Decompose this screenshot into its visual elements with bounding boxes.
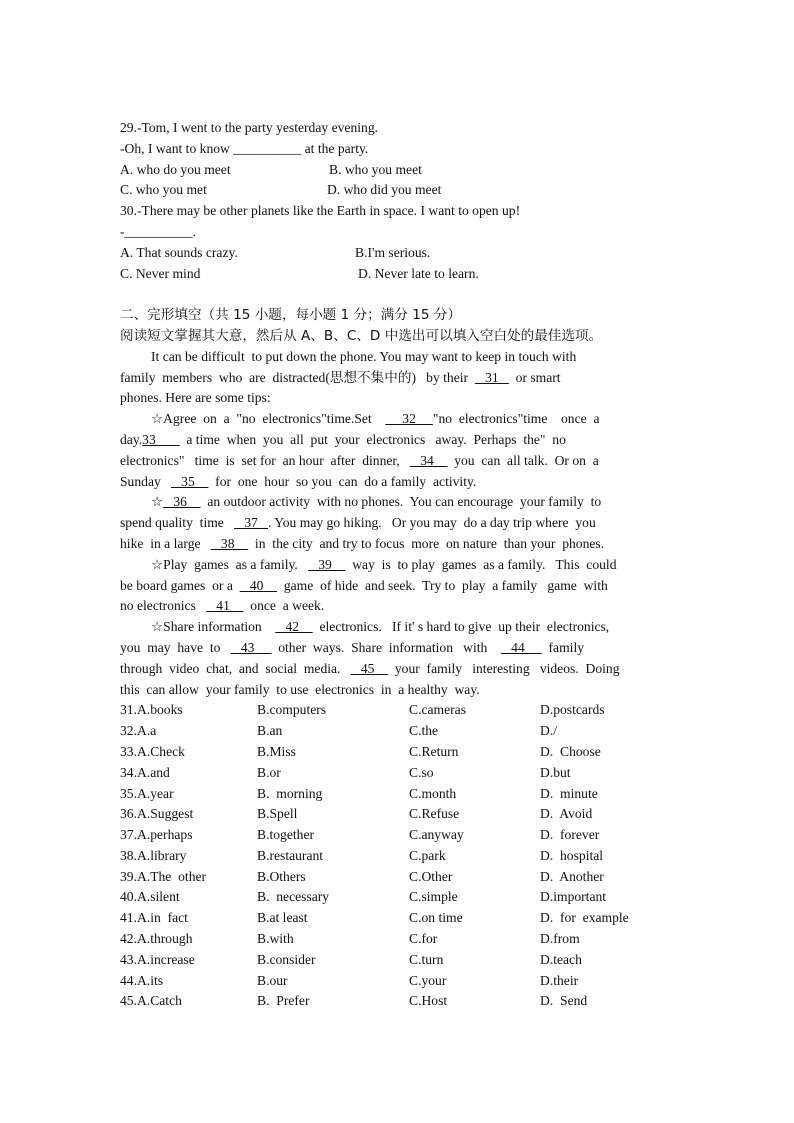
option-d: D.from — [540, 931, 580, 947]
option-d: D. forever — [540, 827, 600, 843]
q29-line2-post: at the party. — [301, 140, 369, 156]
text: a time when you all put your electronics away. Perhaps the" no — [179, 431, 566, 447]
blank-39: 39 — [308, 556, 346, 572]
option-a: 36.A.Suggest — [120, 806, 194, 822]
option-d: D. Choose — [540, 743, 601, 759]
option-a: 45.A.Catch — [120, 993, 182, 1009]
blank-40: 40 — [239, 577, 278, 593]
option-c: C.simple — [409, 889, 458, 905]
q29-option-c: C. who you met — [120, 182, 207, 198]
q29-line2-pre: -Oh, I want to know — [120, 140, 234, 156]
option-b: B. Prefer — [257, 993, 310, 1009]
option-row — [120, 867, 676, 888]
option-a: 35.A.year — [120, 785, 174, 801]
text: "no electronics"time once a — [432, 411, 600, 427]
option-b: B.consider — [257, 951, 316, 967]
q30-option-a: A. That sounds crazy. — [120, 244, 238, 260]
document-page — [120, 118, 676, 1012]
passage-line — [120, 472, 676, 493]
blank-33: 33 — [142, 431, 180, 447]
option-row — [120, 804, 676, 825]
passage-line — [120, 451, 676, 472]
option-row — [120, 846, 676, 867]
blank-32: 32 — [385, 411, 433, 427]
option-d: D.teach — [540, 951, 582, 967]
section-instruction: 阅读短文掌握其大意，然后从 A、B、C、D 中选出可以填入空白处的最佳选项。 — [120, 327, 603, 344]
option-b: B.with — [257, 931, 294, 947]
question-29-line2 — [120, 139, 676, 160]
text: family members who are distracted( — [120, 369, 330, 385]
blank-38: 38 — [210, 535, 249, 551]
passage-line: this can allow your family to use electronics in a healthy way. — [120, 681, 480, 697]
text: Sunday — [120, 473, 171, 489]
option-row — [120, 742, 676, 763]
text: other ways. Share information with — [271, 639, 501, 655]
passage-line — [120, 368, 676, 389]
option-d: D.important — [540, 889, 607, 905]
option-b: B. morning — [257, 785, 323, 801]
option-c: C.Return — [409, 743, 459, 759]
text: ☆ — [151, 494, 164, 510]
option-b: B. necessary — [257, 889, 330, 905]
text: electronics" time is set for an hour after dinner, — [120, 452, 411, 468]
q29-option-a: A. who do you meet — [120, 161, 231, 177]
option-d: D. Avoid — [540, 806, 593, 822]
option-b: B.Spell — [257, 806, 298, 822]
option-a: 43.A.increase — [120, 951, 195, 967]
text: ☆Share information — [151, 619, 276, 635]
blank-37: 37 — [234, 515, 269, 531]
text: day. — [120, 431, 143, 447]
passage-line — [120, 617, 676, 638]
text: game of hide and seek. Try to play a family game with — [277, 577, 608, 593]
text: . You may go hiking. Or you may do a day trip where you — [268, 515, 596, 531]
option-row — [120, 950, 676, 971]
option-c: C.Host — [409, 993, 448, 1009]
passage-line — [120, 555, 676, 576]
q29-option-b: B. who you meet — [329, 161, 422, 177]
option-a: 37.A.perhaps — [120, 827, 193, 843]
option-a: 34.A.and — [120, 764, 170, 780]
text: ☆Play games as a family. — [151, 556, 309, 572]
option-row — [120, 887, 676, 908]
text: in the city and try to focus more on nature than your phones. — [248, 535, 605, 551]
section-heading: 二、完形填空（共 15 小题，每小题 1 分；满分 15 分） — [120, 307, 462, 324]
text: once a week. — [243, 598, 325, 614]
option-row — [120, 971, 676, 992]
option-a: 41.A.in fact — [120, 910, 188, 926]
text: you can all talk. Or on a — [447, 452, 599, 468]
question-30-options-cd — [120, 264, 676, 285]
blank-35: 35 — [170, 473, 209, 489]
option-b: B.Others — [257, 868, 306, 884]
text: hike in a large — [120, 535, 211, 551]
option-row — [120, 825, 676, 846]
option-c: C.so — [409, 764, 434, 780]
option-d: D. hospital — [540, 847, 604, 863]
question-30-stem: 30.-There may be other planets like the Earth in space. I want to open up! — [120, 203, 521, 219]
passage-line — [120, 534, 676, 555]
question-29-stem: 29.-Tom, I went to the party yesterday evening. — [120, 120, 379, 135]
text: spend quality time — [120, 515, 235, 531]
blank-31: 31 — [474, 369, 509, 385]
passage-line — [120, 596, 676, 617]
text: be board games or a — [120, 577, 240, 593]
option-c: C.for — [409, 931, 438, 947]
text: way is to play games as a family. This could — [345, 556, 617, 572]
question-30-line2: -__________. — [120, 223, 196, 239]
option-c: C.cameras — [409, 702, 466, 718]
option-a: 32.A.a — [120, 723, 157, 739]
chinese-gloss: 思想不集中的 — [329, 369, 412, 386]
text: no electronics — [120, 598, 207, 614]
option-a: 38.A.library — [120, 847, 187, 863]
option-c: C.anyway — [409, 827, 464, 843]
option-d: D.postcards — [540, 702, 605, 718]
option-row — [120, 784, 676, 805]
passage-line: It can be difficult to put down the phone. You may want to keep in touch with — [151, 348, 577, 364]
passage-line — [120, 430, 676, 451]
option-c: C.month — [409, 785, 457, 801]
q30-option-b: B.I'm serious. — [355, 244, 431, 260]
option-c: C.on time — [409, 910, 463, 926]
option-b: B.our — [257, 972, 288, 988]
option-c: C.Other — [409, 868, 453, 884]
option-c: C.turn — [409, 951, 444, 967]
option-c: C.Refuse — [409, 806, 460, 822]
option-b: B.restaurant — [257, 847, 324, 863]
passage-line — [120, 409, 676, 430]
text: electronics. If it' s hard to give up their electronics, — [312, 619, 610, 635]
text: through video chat, and social media. — [120, 660, 351, 676]
passage-line — [120, 659, 676, 680]
passage-line — [120, 492, 676, 513]
passage-line: phones. Here are some tips: — [120, 390, 271, 406]
text: an outdoor activity with no phones. You can encourage your family to — [200, 494, 602, 510]
q30-option-c: C. Never mind — [120, 265, 201, 281]
text: family — [541, 639, 585, 655]
passage-line — [120, 576, 676, 597]
text: you may have to — [120, 639, 231, 655]
option-row — [120, 929, 676, 950]
options-list — [120, 700, 676, 1012]
text: or smart — [508, 369, 561, 385]
option-a: 33.A.Check — [120, 743, 185, 759]
option-b: B.together — [257, 827, 315, 843]
option-b: B.Miss — [257, 743, 296, 759]
option-row — [120, 700, 676, 721]
option-a: 40.A.silent — [120, 889, 180, 905]
option-c: C.park — [409, 847, 446, 863]
question-30-options-ab — [120, 243, 676, 264]
blank-43: 43 — [230, 639, 272, 655]
blank-36: 36 — [163, 494, 201, 510]
option-a: 39.A.The other — [120, 868, 207, 884]
option-b: B.at least — [257, 910, 308, 926]
option-d: D. for example — [540, 910, 629, 926]
option-a: 31.A.books — [120, 702, 183, 718]
option-row — [120, 991, 676, 1012]
q29-blank: __________ — [233, 140, 302, 156]
text: ☆Agree on a "no electronics"time.Set — [151, 411, 386, 427]
blank-45: 45 — [350, 660, 389, 676]
blank-44: 44 — [500, 639, 542, 655]
spacer — [120, 284, 676, 305]
text: ) by their — [411, 369, 475, 385]
question-29-options-ab — [120, 160, 676, 181]
option-b: B.or — [257, 764, 281, 780]
passage-line — [120, 513, 676, 534]
option-row — [120, 763, 676, 784]
question-29-options-cd — [120, 180, 676, 201]
blank-42: 42 — [275, 619, 313, 635]
option-b: B.an — [257, 723, 283, 739]
blank-34: 34 — [410, 452, 448, 468]
text: for one hour so you can do a family activity. — [208, 473, 477, 489]
option-a: 42.A.through — [120, 931, 193, 947]
option-b: B.computers — [257, 702, 327, 718]
option-d: D. Send — [540, 993, 588, 1009]
q30-option-d: D. Never late to learn. — [358, 265, 479, 281]
option-c: C.the — [409, 723, 439, 739]
passage-line — [120, 638, 676, 659]
option-c: C.your — [409, 972, 447, 988]
option-d: D.their — [540, 972, 579, 988]
option-a: 44.A.its — [120, 972, 164, 988]
option-row — [120, 721, 676, 742]
q29-option-d: D. who did you meet — [327, 182, 442, 198]
option-row — [120, 908, 676, 929]
option-d: D. minute — [540, 785, 598, 801]
blank-41: 41 — [206, 598, 244, 614]
option-d: D.but — [540, 764, 571, 780]
text: your family interesting videos. Doing — [388, 660, 620, 676]
option-d: D./ — [540, 723, 557, 739]
option-d: D. Another — [540, 868, 604, 884]
